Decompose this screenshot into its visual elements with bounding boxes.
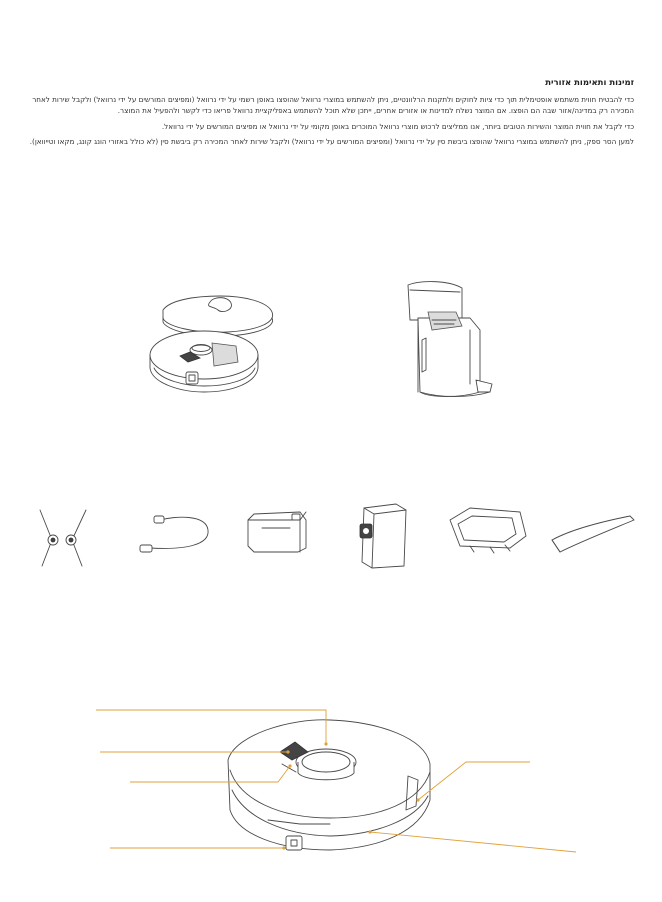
robot-vacuum-labeled-diagram	[96, 710, 576, 852]
bumper-strip-illustration	[552, 516, 634, 552]
notice-title: זמינות ותאימות אזורית	[545, 78, 634, 88]
notice-paragraph-3: למען הסר ספק, ניתן להשתמש במוצרי נרוואל שהופצו ביבשת סין על ידי נרוואל (ומפיצים המורשים על ידי נרוואל) ולקבל שירות לאחר המכירה רק ביבשת סין (לא כולל באזורי הונג קונג, מקאו וטייוואן).	[29, 137, 634, 147]
cleaning-solution-box-illustration	[248, 512, 306, 552]
base-station-illustration	[408, 282, 492, 397]
notice-paragraph-1: כדי להבטיח חווית משתמש אופטימלית תוך כדי ציות לחוקים ולתקנות הרלוונטיים, ניתן להשתמש במוצרי נרוואל שהופצו באופן רשמי על ידי נרוואל (ומפיצים המורשים על ידי נרוואל) ולקבל שירות לאחר המכירה רק במדינה/אזור שבה הם הופצו. אם המוצר נשלח למדינות או אזורים אחרים, ייתכן שלא תוכל להשתמש באפליקציית נרוואל פריאו כדי לקשר ולהפעיל את המוצר.	[32, 95, 634, 115]
robot-vacuum-with-cover-illustration	[150, 296, 273, 392]
dust-bag-illustration	[360, 504, 406, 568]
ramp-extension-illustration	[450, 508, 526, 553]
side-brushes-illustration	[40, 510, 86, 566]
power-cord-illustration	[140, 516, 208, 552]
notice-paragraph-2: כדי לקבל את חווית המוצר והשירות הטובים ביותר, אנו ממליצים לרכוש מוצרי נרוואל המוכרים באופן מקומי על ידי נרוואל או מפיצים המורשים על ידי נרוואל.	[161, 121, 634, 131]
